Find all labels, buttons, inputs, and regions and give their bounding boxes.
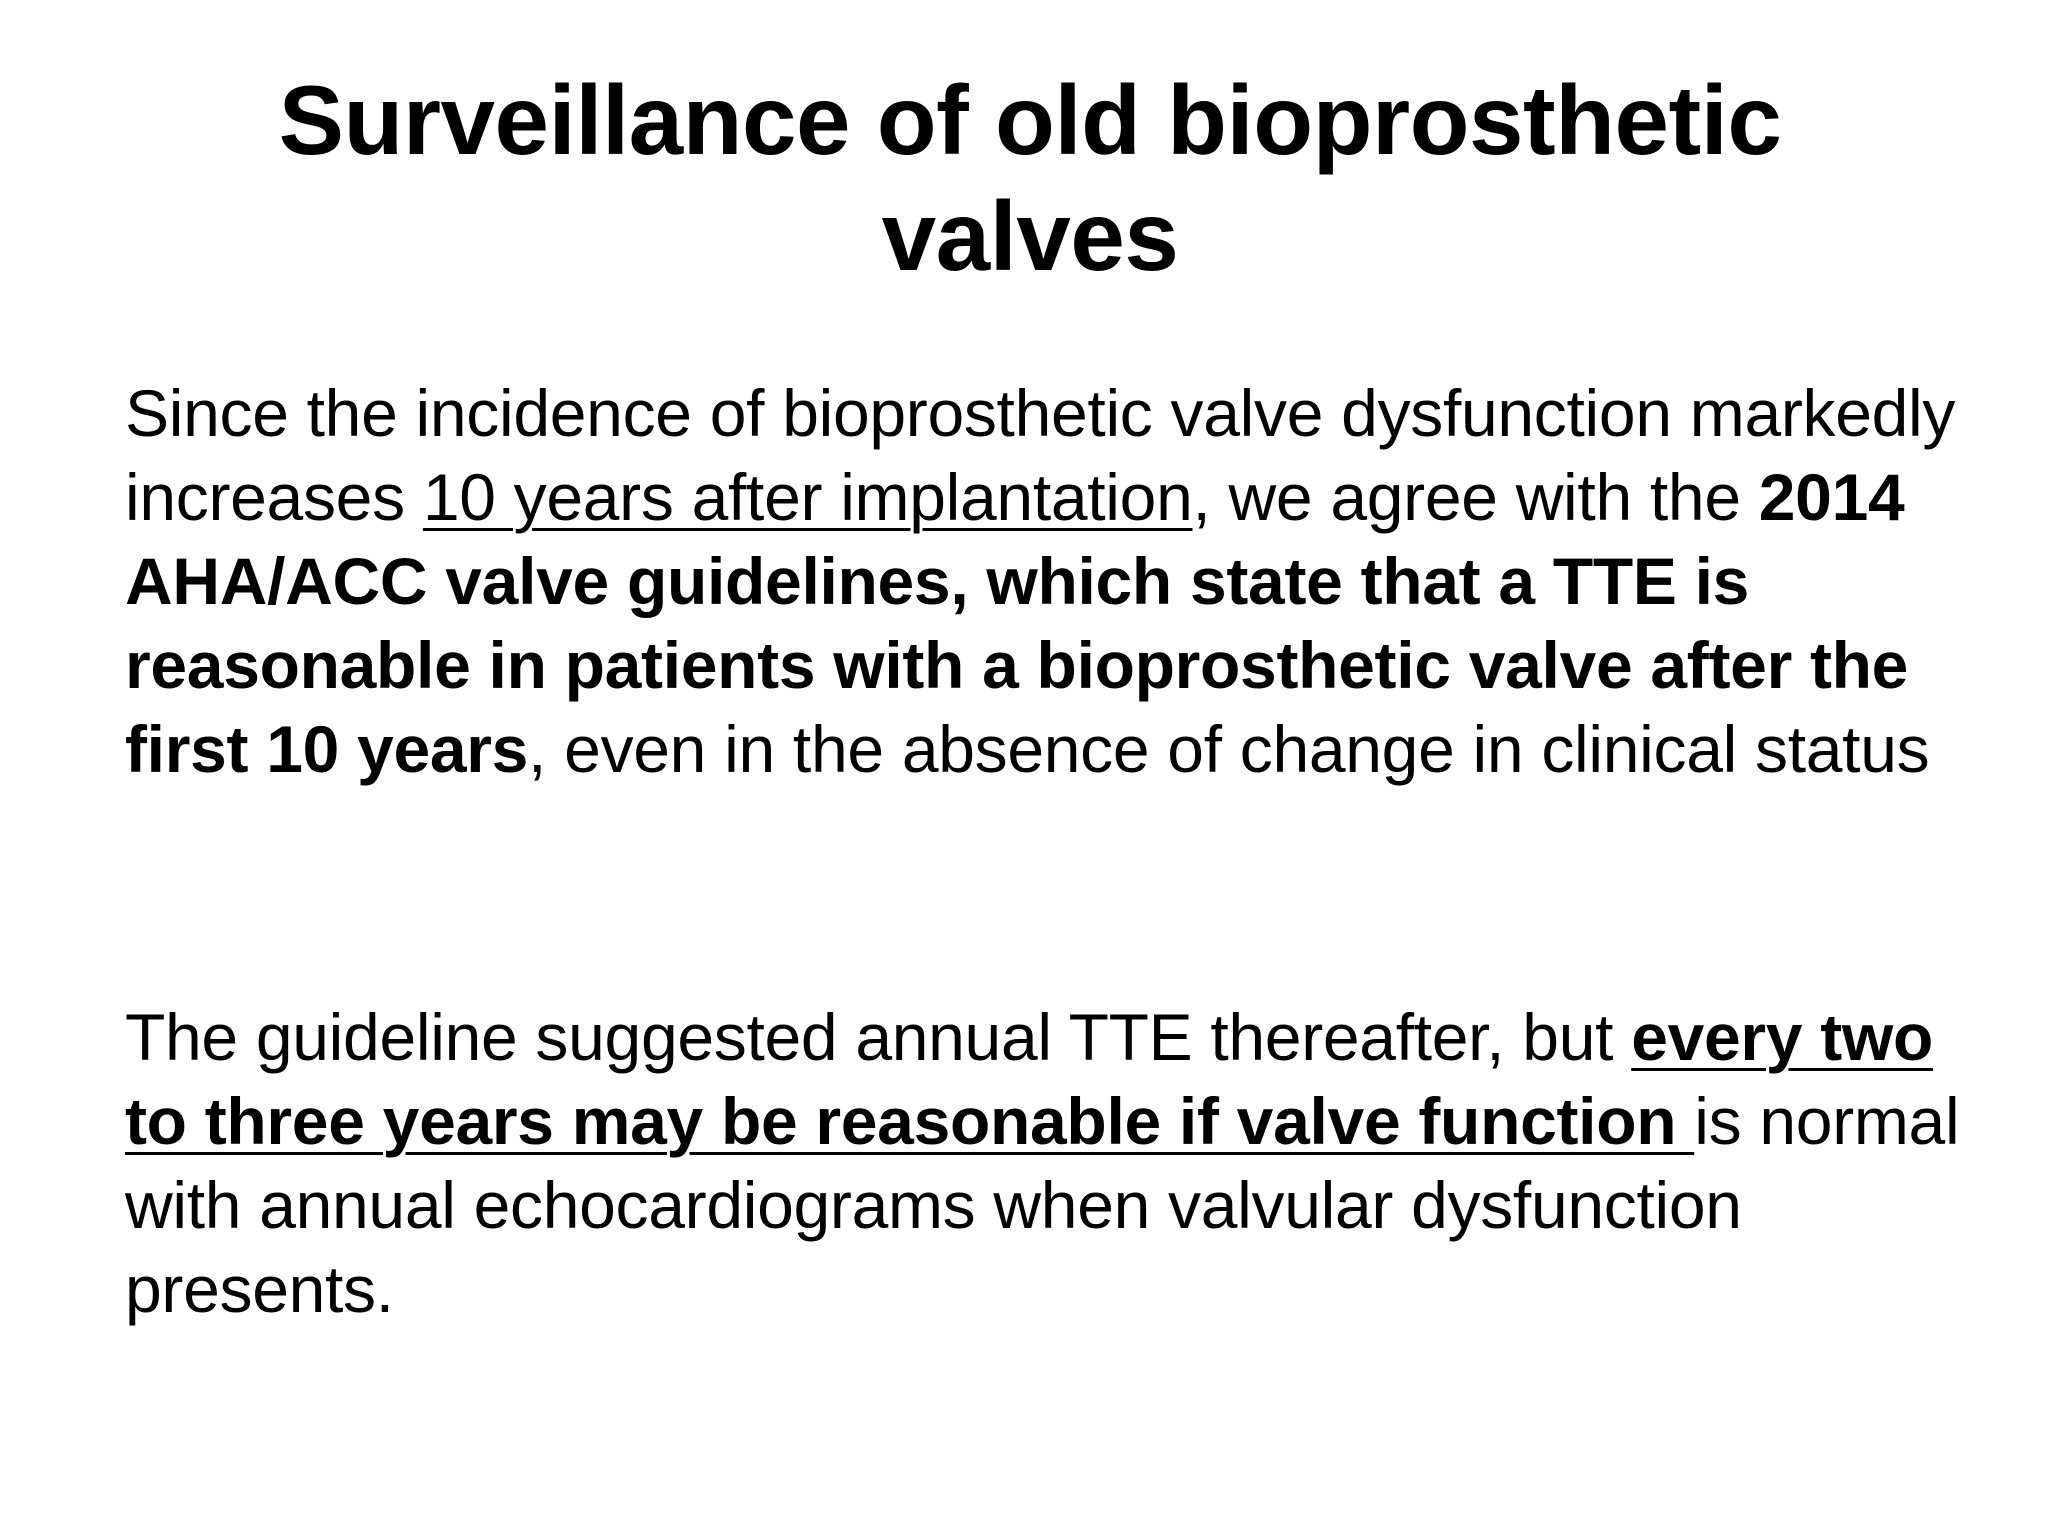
paragraph-incidence: [125, 371, 1965, 791]
guidelines-bold-text: 2014 AHA/ACC valve guidelines, which state that a TTE is reasonable in patients with a bioprosthetic valve after the first 10 years: [125, 460, 1909, 786]
paragraph-incidence-lead: Since the incidence of bioprosthetic valve dysfunction markedly increases: [125, 376, 1956, 534]
paragraph-incidence-mid: , we agree with the: [1192, 460, 1759, 534]
paragraph-annual-tte-lead: The guideline suggested annual TTE thereafter, but: [125, 1000, 1632, 1074]
paragraph-annual-tte-tail: is normal with annual echocardiograms when valvular dysfunction presents.: [125, 1084, 1960, 1326]
paragraph-incidence-tail: , even in the absence of change in clinical status: [528, 712, 1930, 786]
interval-bold-underlined-text: every two to three years may be reasonable if valve function: [125, 1000, 1933, 1158]
paragraph-annual-tte: [125, 995, 1965, 1331]
slide-title: Surveillance of old bioprosthetic valves: [278, 65, 1782, 291]
implantation-underlined-text: 10 years after implantation: [422, 460, 1193, 534]
